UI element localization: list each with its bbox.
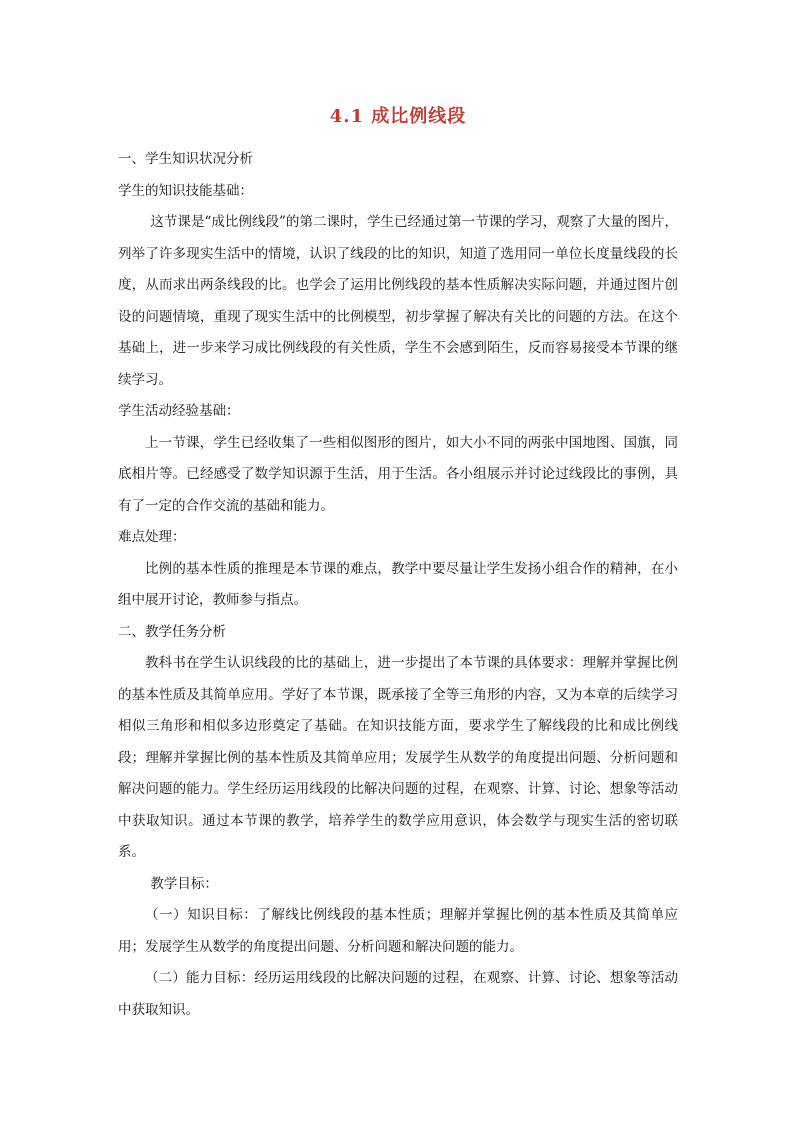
subheading-difficulty: 难点处理： — [118, 529, 186, 545]
section-heading-student-analysis: 一、学生知识状况分析 — [118, 151, 253, 167]
page-title: 4.1 成比例线段 — [329, 106, 467, 127]
paragraph-goal-ability: （二）能力目标：经历运用线段的比解决问题的过程，在观察、计算、讨论、想象等活动中获取知识。 — [118, 970, 678, 1018]
subheading-activity-experience: 学生活动经验基础： — [118, 403, 240, 419]
paragraph-goal-knowledge: （一）知识目标：了解线比例线段的基本性质；理解并掌握比例的基本性质及其简单应用；发展学生从数学的角度提出问题、分析问题和解决问题的能力。 — [118, 907, 678, 955]
paragraph-knowledge-skills: 这节课是“成比例线段”的第二课时，学生已经通过第一节课的学习，观察了大量的图片，列举了许多现实生活中的情境，认识了线段的比的知识，知道了选用同一单位长度量线段的长度，从而求出两条线段的比。也学会了运用比例线段的基本性质解决实际问题，并通过图片创设的问题情境，重现了现实生活中的比例模型，初步掌握了解决有关比的问题的方法。在这个基础上，进一步来学习成比例线段的有关性质，学生不会感到陌生，反而容易接受本节课的继续学习。 — [118, 214, 678, 388]
section-heading-task-analysis: 二、教学任务分析 — [118, 623, 226, 640]
subheading-knowledge-skills: 学生的知识技能基础： — [118, 182, 253, 199]
paragraph-task-analysis: 教科书在学生认识线段的比的基础上，进一步提出了本节课的具体要求：理解并掌握比例的基本性质及其简单应用。学好了本节课，既承接了全等三角形的内容，又为本章的后续学习相似三角形和相似多边形奠定了基础。在知识技能方面，要求学生了解线段的比和成比例线段；理解并掌握比例的基本性质及其简单应用；发展学生从数学的角度提出问题、分析问题和解决问题的能力。学生经历运用线段的比解决问题的过程，在观察、计算、讨论、想象等活动中获取知识。通过本节课的教学，培养学生的数学应用意识，体会数学与现实生活的密切联系。 — [118, 655, 678, 860]
paragraph-difficulty: 比例的基本性质的推理是本节课的难点，教学中要尽量让学生发扬小组合作的精神，在小组中展开讨论，教师参与指点。 — [118, 560, 678, 608]
document-page — [118, 100, 678, 1026]
paragraph-activity-experience: 上一节课，学生已经收集了一些相似图形的图片，如大小不同的两张中国地图、国旗，同底相片等。已经感受了数学知识源于生活，用于生活。各小组展示并讨论过线段比的事例，具有了一定的合作交流的基础和能力。 — [118, 434, 678, 514]
subheading-teaching-goals: 教学目标： — [150, 875, 218, 892]
